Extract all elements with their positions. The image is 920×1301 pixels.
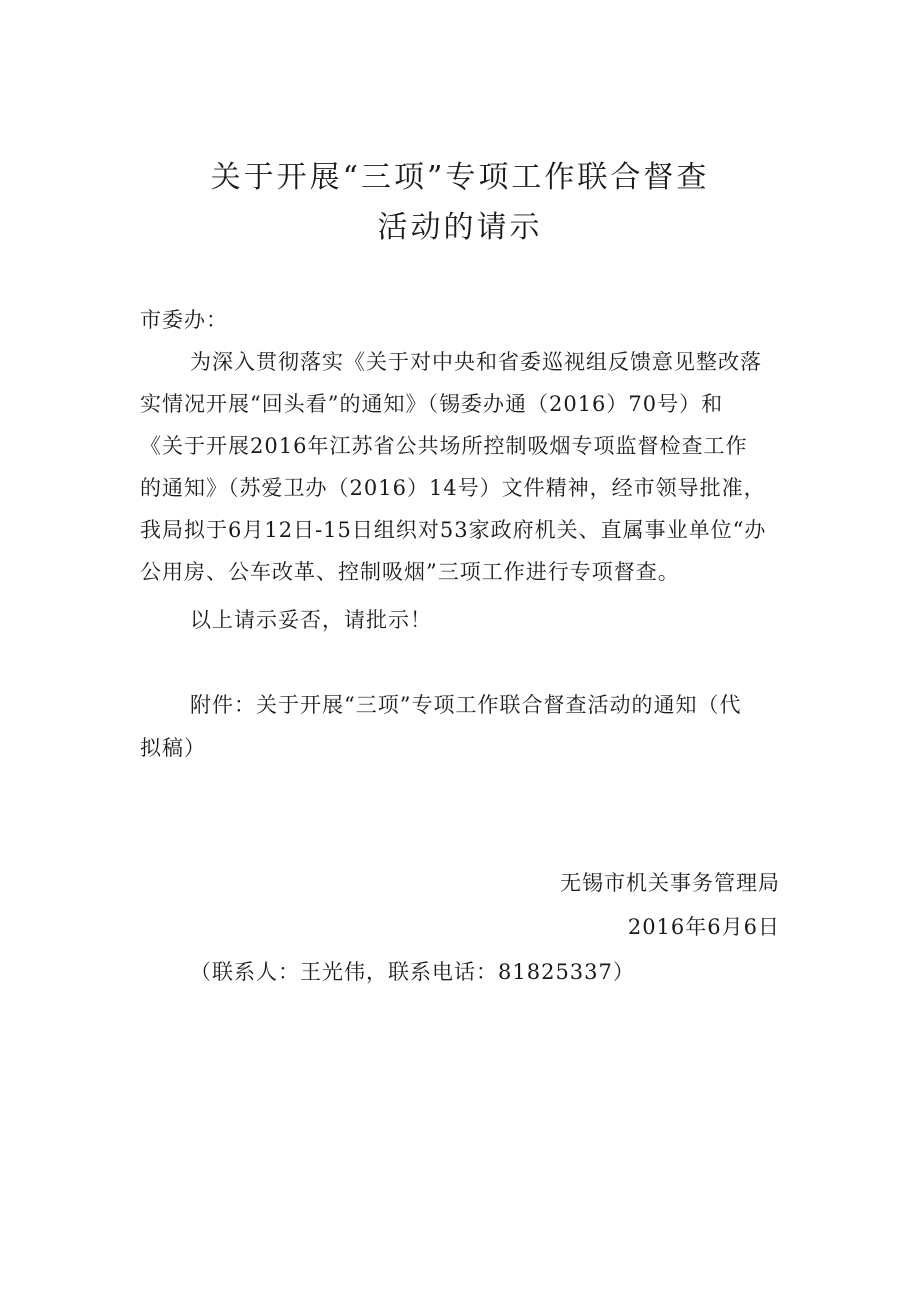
attachment-line-2: 拟稿） (140, 736, 206, 760)
body-paragraph-line: 的通知》（苏爱卫办（2016）14号）文件精神，经市领导批准， (140, 476, 766, 500)
salutation: 市委办： (140, 308, 228, 332)
body-paragraph-line: 为深入贯彻落实《关于对中央和省委巡视组反馈意见整改落 (190, 350, 762, 374)
signature-organization: 无锡市机关事务管理局 (560, 871, 780, 895)
document-title-line-2: 活动的请示 (377, 210, 543, 245)
body-paragraph-line: 实情况开展“回头看”的通知》（锡委办通（2016）70号）和 (140, 392, 724, 416)
contact-info: （联系人：王光伟，联系电话：81825337） (190, 960, 635, 984)
request-closing: 以上请示妥否，请批示！ (190, 608, 432, 632)
body-paragraph-line: 我局拟于6月12日-15日组织对53家政府机关、直属事业单位“办 (140, 518, 767, 542)
document-title-line-1: 关于开展“三项”专项工作联合督查 (210, 160, 710, 195)
body-paragraph-line: 公用房、公车改革、控制吸烟”三项工作进行专项督查。 (140, 560, 680, 584)
signature-date: 2016年6月6日 (627, 915, 780, 939)
body-paragraph-line: 《关于开展2016年江苏省公共场所控制吸烟专项监督检查工作 (140, 434, 748, 458)
attachment-line-1: 附件：关于开展“三项”专项工作联合督查活动的通知（代 (190, 693, 742, 717)
